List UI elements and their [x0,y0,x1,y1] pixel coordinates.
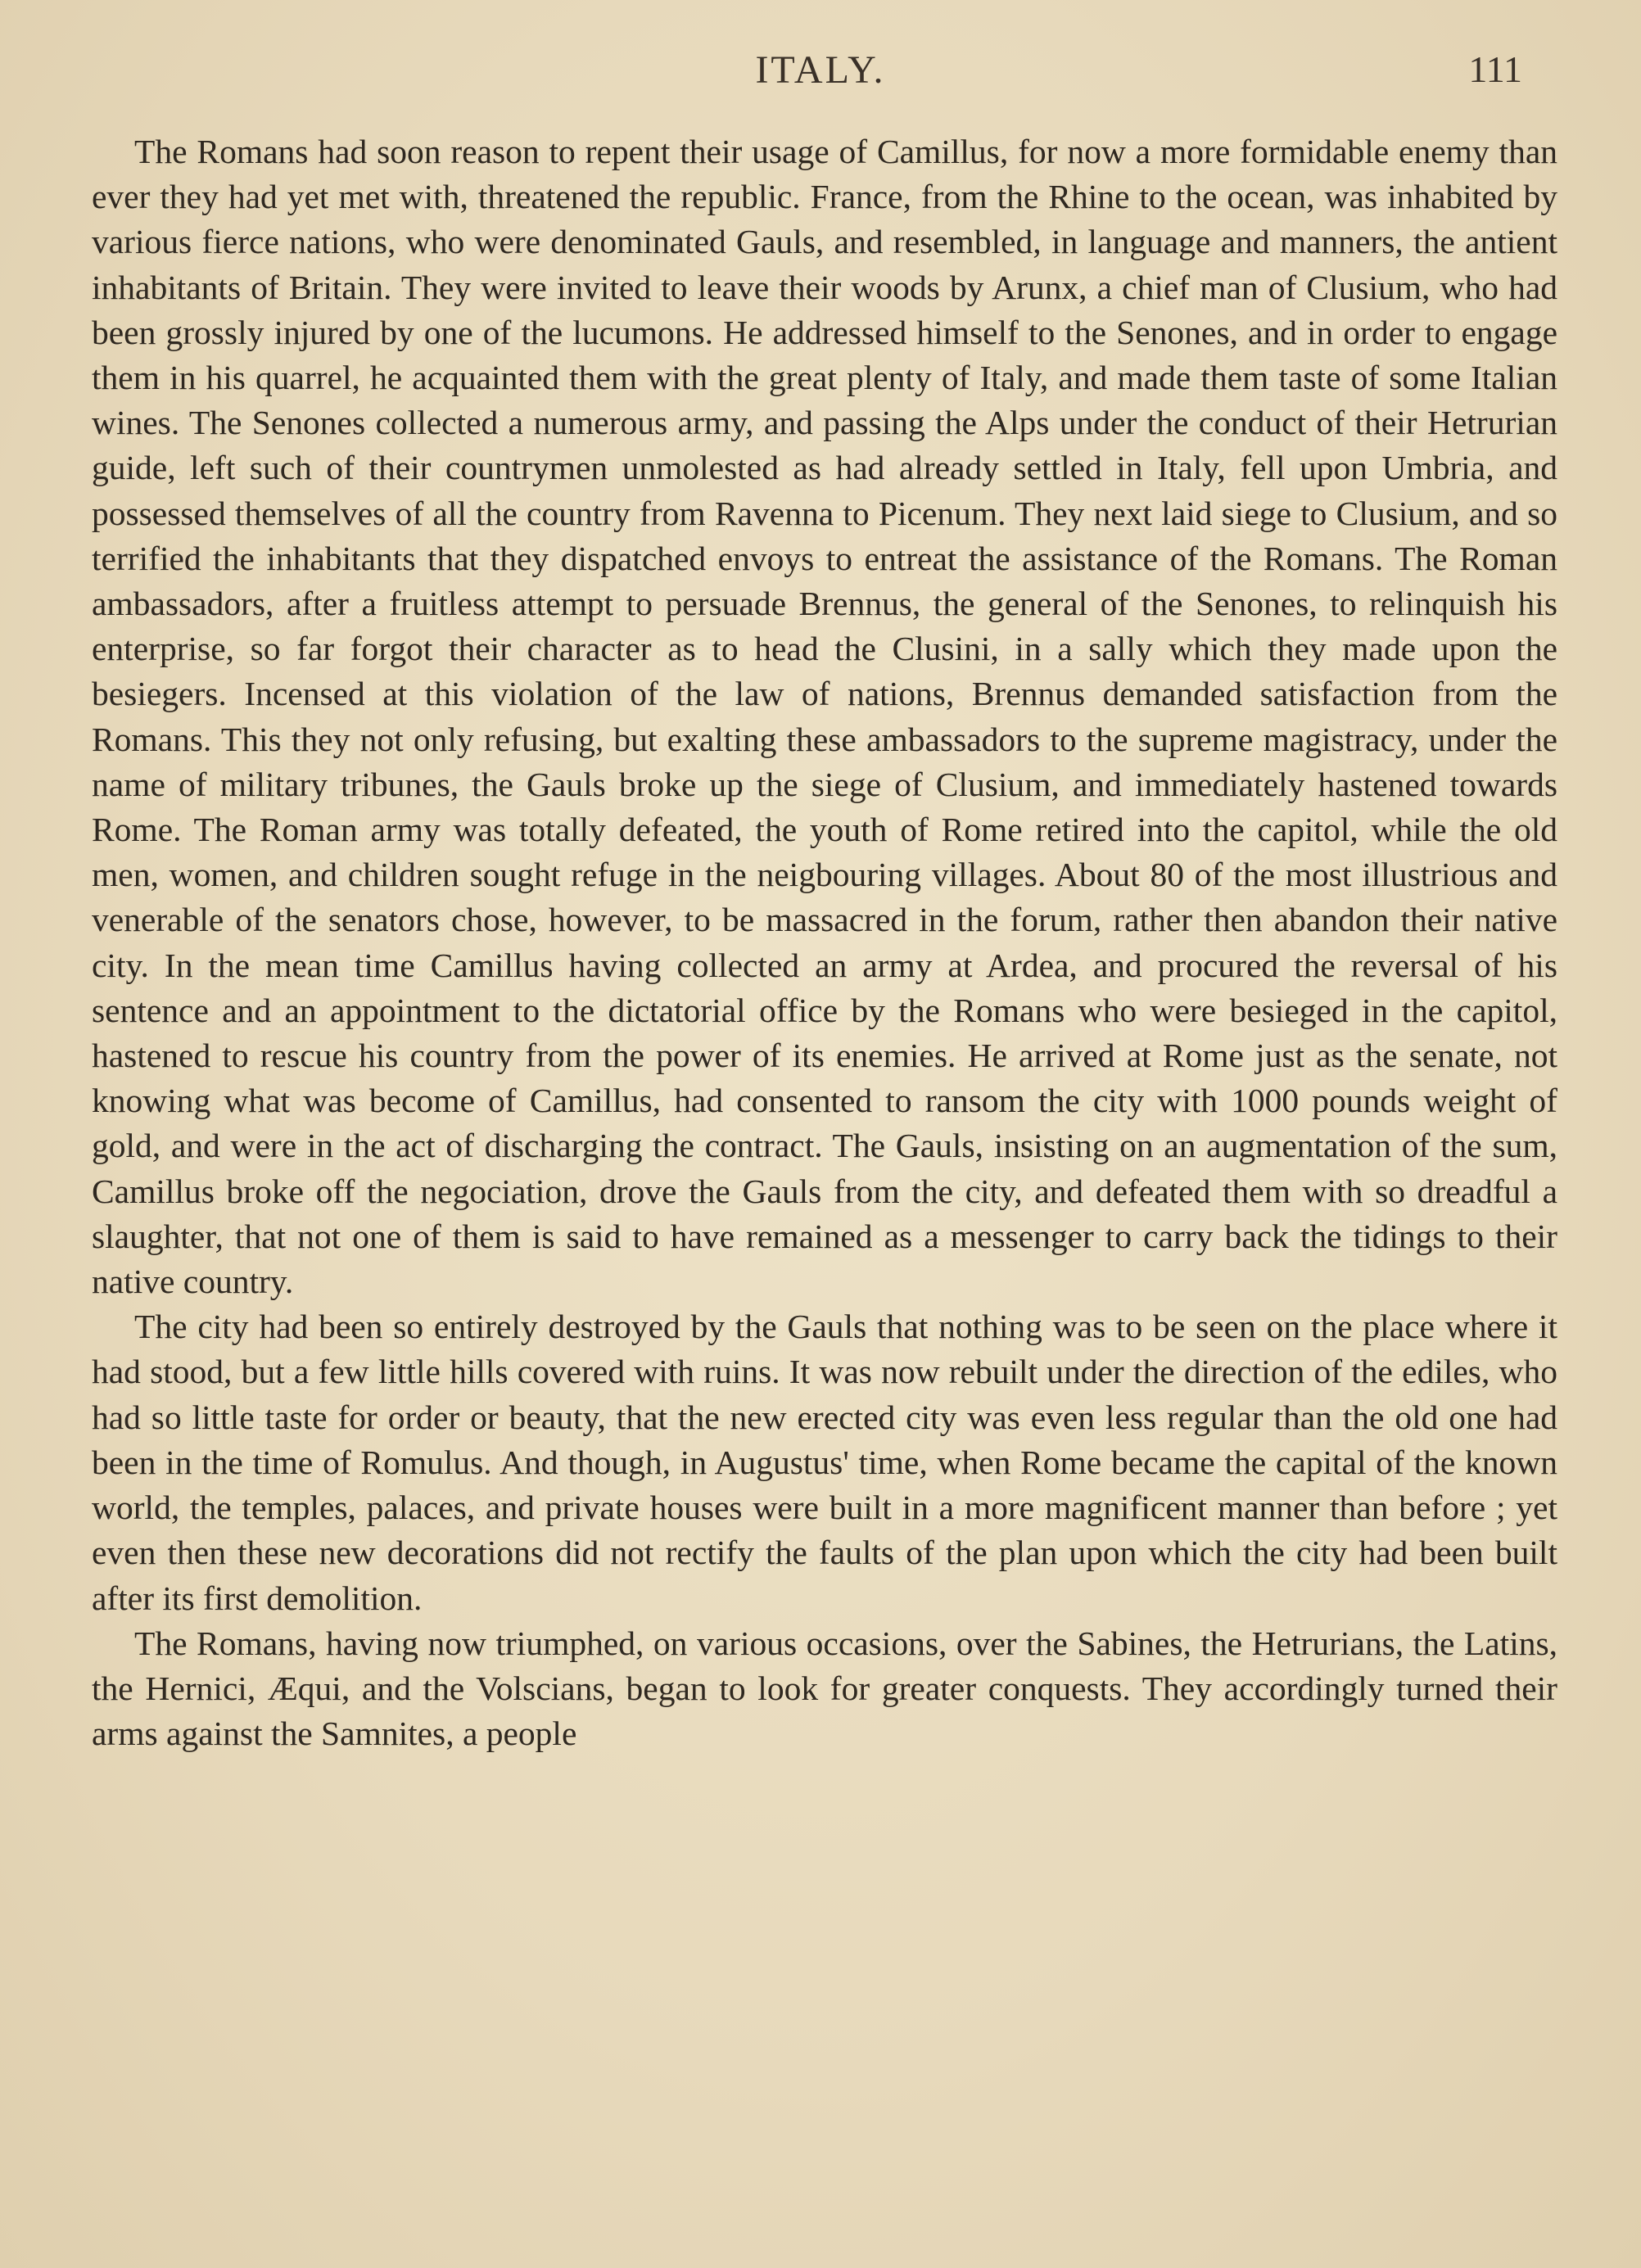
paragraph-samnites: The Romans, having now triumphed, on various occasions, over the Sabines, the Hetrurians, the Latins, the Hernici, Æqui, and the Volscians, began to look for greater conquests. They accordingly turned their arms against the Samnites, a people [92,1624,1557,1753]
paragraph-rebuilding-rome: The city had been so entirely destroyed by the Gauls that nothing was to be seen on the place where it had stood, but a few little hills covered with ruins. It was now rebuilt under the direction of the ediles, who had so little taste for order or beauty, that the new erected city was even less regular than the old one had been in the time of Romulus. And though, in Augustus' time, when Rome became the capital of the known world, the temples, palaces, and private houses were built in a more magnificent manner than before ; yet even then these new decorations did not rectify the faults of the plan upon which the city had been built after its first demolition. [92,1308,1557,1617]
page-header [0,47,1641,105]
body-text [92,129,1557,1756]
running-title: ITALY. [755,48,886,92]
paragraph-gauls-invasion: The Romans had soon reason to repent their usage of Camillus, for now a more formidable enemy than ever they had yet met with, threatened the republic. France, from the Rhine to the ocean, was inhabited by various fierce nations, who were denominated Gauls, and resembled, in language and manners, the antient inhabitants of Britain. They were invited to leave their woods by Arunx, a chief man of Clusium, who had been grossly injured by one of the lucumons. He addressed himself to the Senones, and in order to engage them in his quarrel, he acquainted them with the great plenty of Italy, and made them taste of some Italian wines. The Senones collected a numerous army, and passing the Alps under the conduct of their Hetrurian guide, left such of their countrymen unmolested as had already settled in Italy, fell upon Umbria, and possessed themselves of all the country from Ravenna to Picenum. They next laid siege to Clusium, and so terrified the inhabitants that they dispatched envoys to entreat the assistance of the Romans. The Roman ambassadors, after a fruitless attempt to persuade Brennus, the general of the Senones, to relinquish his enterprise, so far forgot their character as to head the Clusini, in a sally which they made upon the besiegers. Incensed at this violation of the law of nations, Brennus demanded satisfaction from the Romans. This they not only refusing, but exalting these ambassadors to the supreme magistracy, under the name of military tribunes, the Gauls broke up the siege of Clusium, and immediately hastened towards Rome. The Roman army was totally defeated, the youth of Rome retired into the capitol, while the old men, women, and children sought refuge in the neigbouring villages. About 80 of the most illustrious and venerable of the senators chose, however, to be massacred in the forum, rather then abandon their native city. In the mean time Camillus having collected an army at Ardea, and procured the reversal of his sentence and an appointment to the dictatorial office by the Romans who were besieged in the capitol, hastened to rescue his country from the power of its enemies. He arrived at Rome just as the senate, not knowing what was become of Camillus, had consented to ransom the city with 1000 pounds weight of gold, and were in the act of discharging the contract. The Gauls, insisting on an augmentation of the sum, Camillus broke off the negociation, drove the Gauls from the city, and defeated them with so dreadful a slaughter, that not one of them is said to have remained as a messenger to carry back the tidings to their native country. [92,133,1557,1301]
page-number: 111 [1468,48,1522,90]
